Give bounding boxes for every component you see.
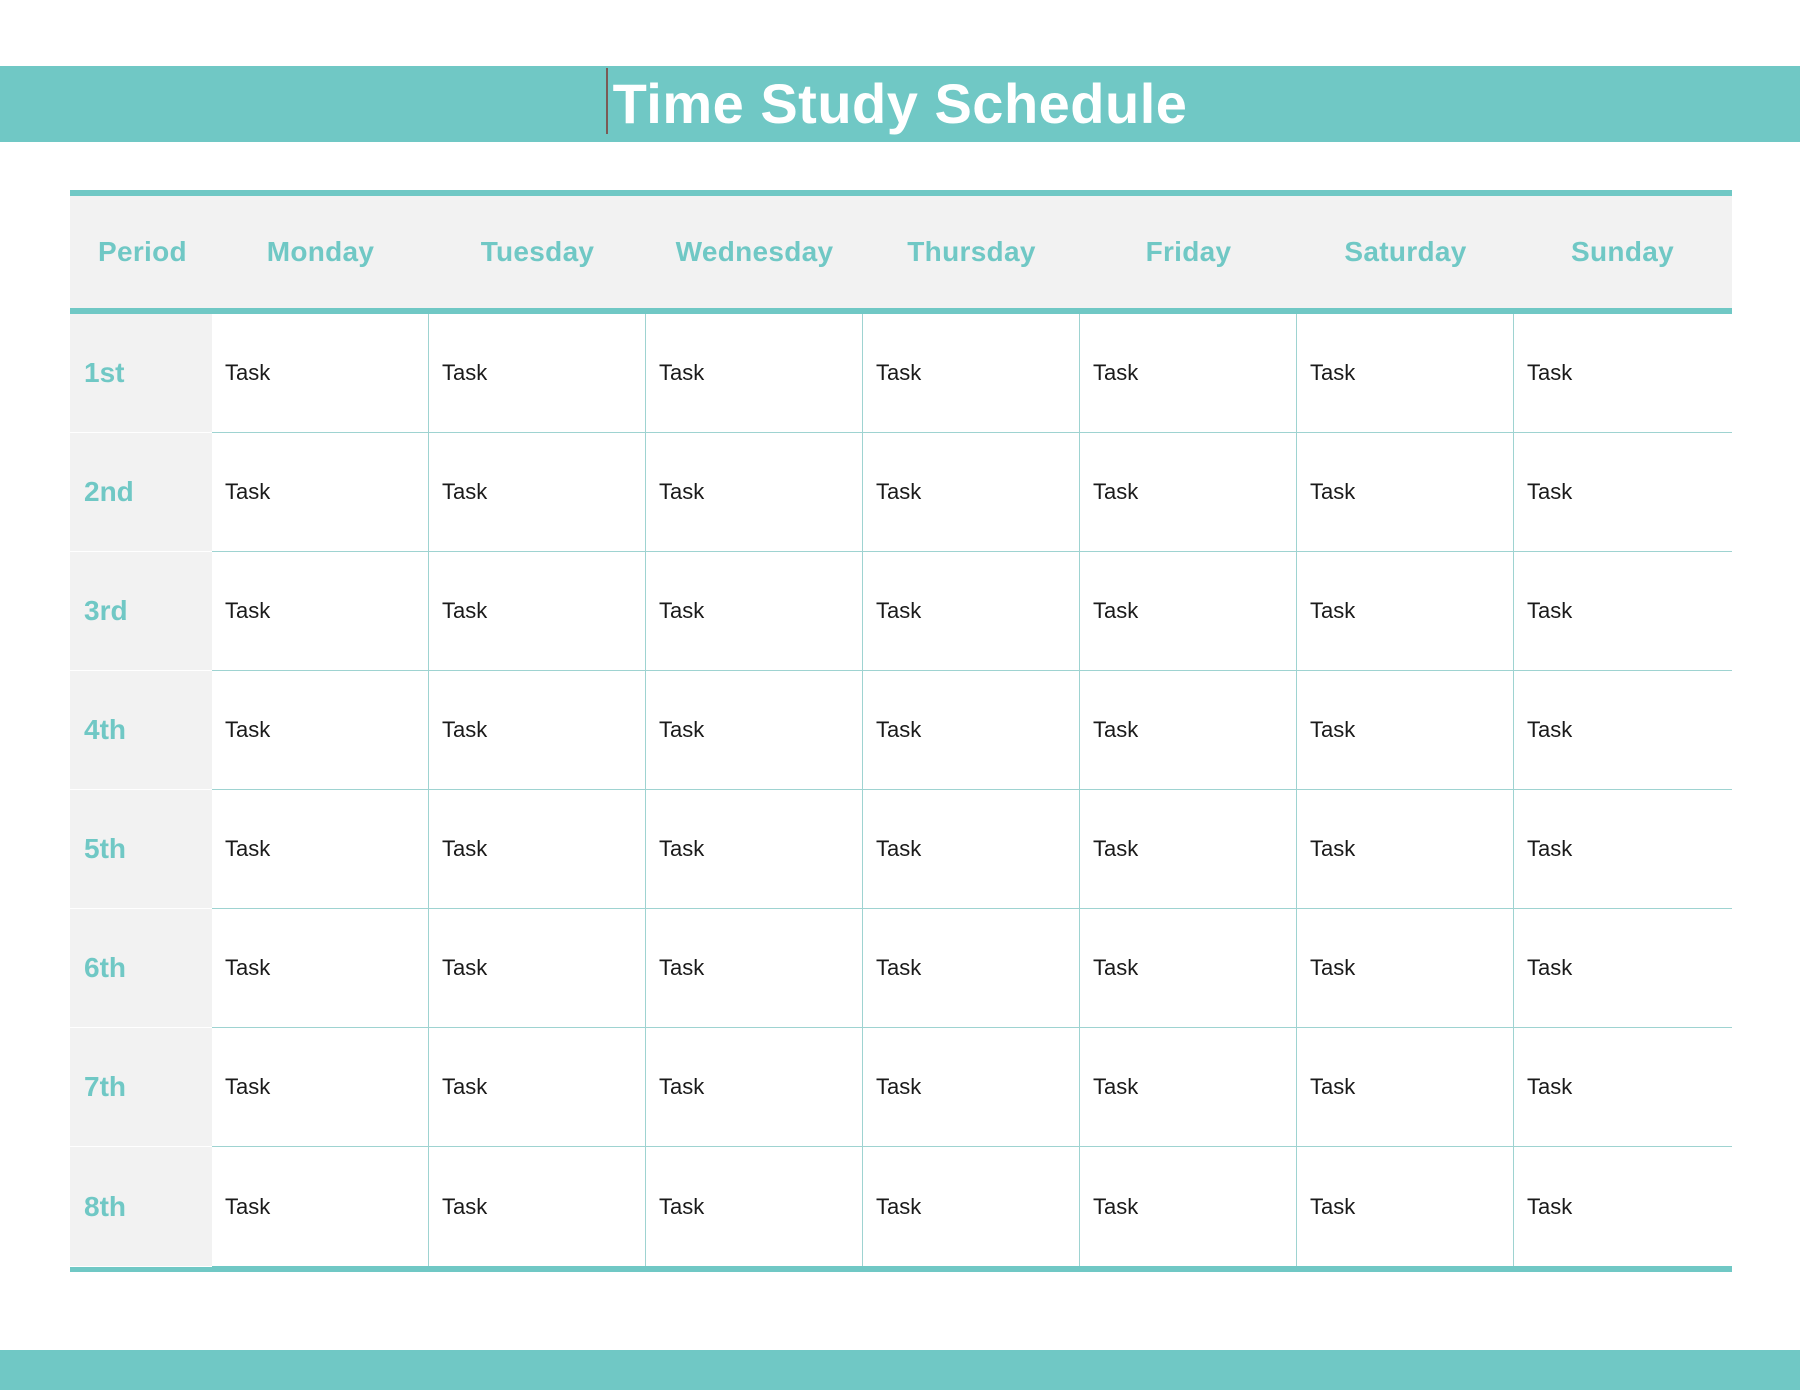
task-cell-saturday[interactable]: Task xyxy=(1297,552,1514,670)
task-cell-thursday[interactable]: Task xyxy=(863,909,1080,1027)
period-label[interactable]: 3rd xyxy=(70,552,212,671)
task-cell-thursday[interactable]: Task xyxy=(863,790,1080,908)
task-cell-wednesday[interactable]: Task xyxy=(646,790,863,908)
schedule-row xyxy=(70,1147,1732,1266)
task-cell-wednesday[interactable]: Task xyxy=(646,671,863,789)
task-cell-friday[interactable]: Task xyxy=(1080,314,1297,432)
task-cell-thursday[interactable]: Task xyxy=(863,671,1080,789)
footer-banner xyxy=(0,1350,1800,1390)
schedule-body xyxy=(70,314,1732,1266)
schedule-row xyxy=(70,671,1732,790)
task-cell-tuesday[interactable]: Task xyxy=(429,1028,646,1146)
task-cell-tuesday[interactable]: Task xyxy=(429,552,646,670)
task-cell-saturday[interactable]: Task xyxy=(1297,671,1514,789)
period-label[interactable]: 8th xyxy=(70,1147,212,1267)
task-cell-friday[interactable]: Task xyxy=(1080,790,1297,908)
task-cell-sunday[interactable]: Task xyxy=(1527,717,1573,742)
schedule-row xyxy=(70,790,1732,909)
task-cell-wednesday[interactable]: Task xyxy=(646,314,863,432)
task-cell-sunday[interactable]: Task xyxy=(1527,598,1573,623)
task-cell-sunday[interactable]: Task xyxy=(1527,1193,1573,1219)
task-cell-sunday[interactable]: Task xyxy=(1527,479,1573,504)
period-label[interactable]: 2nd xyxy=(70,433,212,552)
column-header-period[interactable]: Period xyxy=(98,236,187,267)
task-cell-monday[interactable]: Task xyxy=(212,433,429,551)
task-cell-saturday[interactable]: Task xyxy=(1297,909,1514,1027)
task-cell-friday[interactable]: Task xyxy=(1080,1028,1297,1146)
task-cell-wednesday[interactable]: Task xyxy=(646,909,863,1027)
column-header-thursday[interactable]: Thursday xyxy=(907,236,1036,267)
task-cell-thursday[interactable]: Task xyxy=(863,314,1080,432)
schedule-header-row xyxy=(70,196,1732,314)
period-label[interactable]: 7th xyxy=(70,1028,212,1147)
task-cell-tuesday[interactable]: Task xyxy=(429,671,646,789)
task-cell-monday[interactable]: Task xyxy=(212,790,429,908)
schedule-row xyxy=(70,433,1732,552)
task-cell-saturday[interactable]: Task xyxy=(1297,1028,1514,1146)
task-cell-monday[interactable]: Task xyxy=(212,1147,429,1266)
task-cell-friday[interactable]: Task xyxy=(1080,671,1297,789)
title-wrapper[interactable] xyxy=(613,66,1188,142)
task-cell-monday[interactable]: Task xyxy=(212,909,429,1027)
task-cell-friday[interactable]: Task xyxy=(1080,433,1297,551)
period-label[interactable]: 4th xyxy=(70,671,212,790)
task-cell-friday[interactable]: Task xyxy=(1080,1147,1297,1266)
title-banner xyxy=(0,66,1800,142)
column-header-sunday[interactable]: Sunday xyxy=(1571,236,1674,267)
schedule-row xyxy=(70,552,1732,671)
task-cell-thursday[interactable]: Task xyxy=(863,1147,1080,1266)
period-label[interactable]: 5th xyxy=(70,790,212,909)
task-cell-sunday[interactable]: Task xyxy=(1527,360,1573,385)
task-cell-monday[interactable]: Task xyxy=(212,314,429,432)
task-cell-thursday[interactable]: Task xyxy=(863,1028,1080,1146)
task-cell-tuesday[interactable]: Task xyxy=(429,314,646,432)
task-cell-friday[interactable]: Task xyxy=(1080,552,1297,670)
task-cell-saturday[interactable]: Task xyxy=(1297,314,1514,432)
schedule-row xyxy=(70,909,1732,1028)
task-cell-monday[interactable]: Task xyxy=(212,1028,429,1146)
task-cell-thursday[interactable]: Task xyxy=(863,552,1080,670)
document-title[interactable]: Time Study Schedule xyxy=(612,72,1188,135)
task-cell-monday[interactable]: Task xyxy=(212,552,429,670)
schedule-row xyxy=(70,1028,1732,1147)
period-label[interactable]: 1st xyxy=(70,314,212,433)
task-cell-tuesday[interactable]: Task xyxy=(429,790,646,908)
task-cell-saturday[interactable]: Task xyxy=(1297,1147,1514,1266)
schedule-table xyxy=(70,190,1732,1272)
task-cell-thursday[interactable]: Task xyxy=(863,433,1080,551)
column-header-friday[interactable]: Friday xyxy=(1145,236,1232,267)
schedule-row xyxy=(70,314,1732,433)
task-cell-tuesday[interactable]: Task xyxy=(429,909,646,1027)
task-cell-tuesday[interactable]: Task xyxy=(429,1147,646,1266)
task-cell-sunday[interactable]: Task xyxy=(1527,1074,1573,1099)
task-cell-friday[interactable]: Task xyxy=(1080,909,1297,1027)
task-cell-saturday[interactable]: Task xyxy=(1297,790,1514,908)
task-cell-wednesday[interactable]: Task xyxy=(646,433,863,551)
column-header-tuesday[interactable]: Tuesday xyxy=(480,236,595,267)
column-header-saturday[interactable]: Saturday xyxy=(1344,236,1467,267)
task-cell-wednesday[interactable]: Task xyxy=(646,1147,863,1266)
task-cell-monday[interactable]: Task xyxy=(212,671,429,789)
task-cell-wednesday[interactable]: Task xyxy=(646,552,863,670)
column-header-monday[interactable]: Monday xyxy=(266,236,375,267)
task-cell-tuesday[interactable]: Task xyxy=(429,433,646,551)
text-cursor xyxy=(606,68,608,134)
period-label[interactable]: 6th xyxy=(70,909,212,1028)
task-cell-saturday[interactable]: Task xyxy=(1297,433,1514,551)
task-cell-sunday[interactable]: Task xyxy=(1527,955,1573,980)
task-cell-wednesday[interactable]: Task xyxy=(646,1028,863,1146)
task-cell-sunday[interactable]: Task xyxy=(1527,836,1573,861)
column-header-wednesday[interactable]: Wednesday xyxy=(675,236,834,267)
